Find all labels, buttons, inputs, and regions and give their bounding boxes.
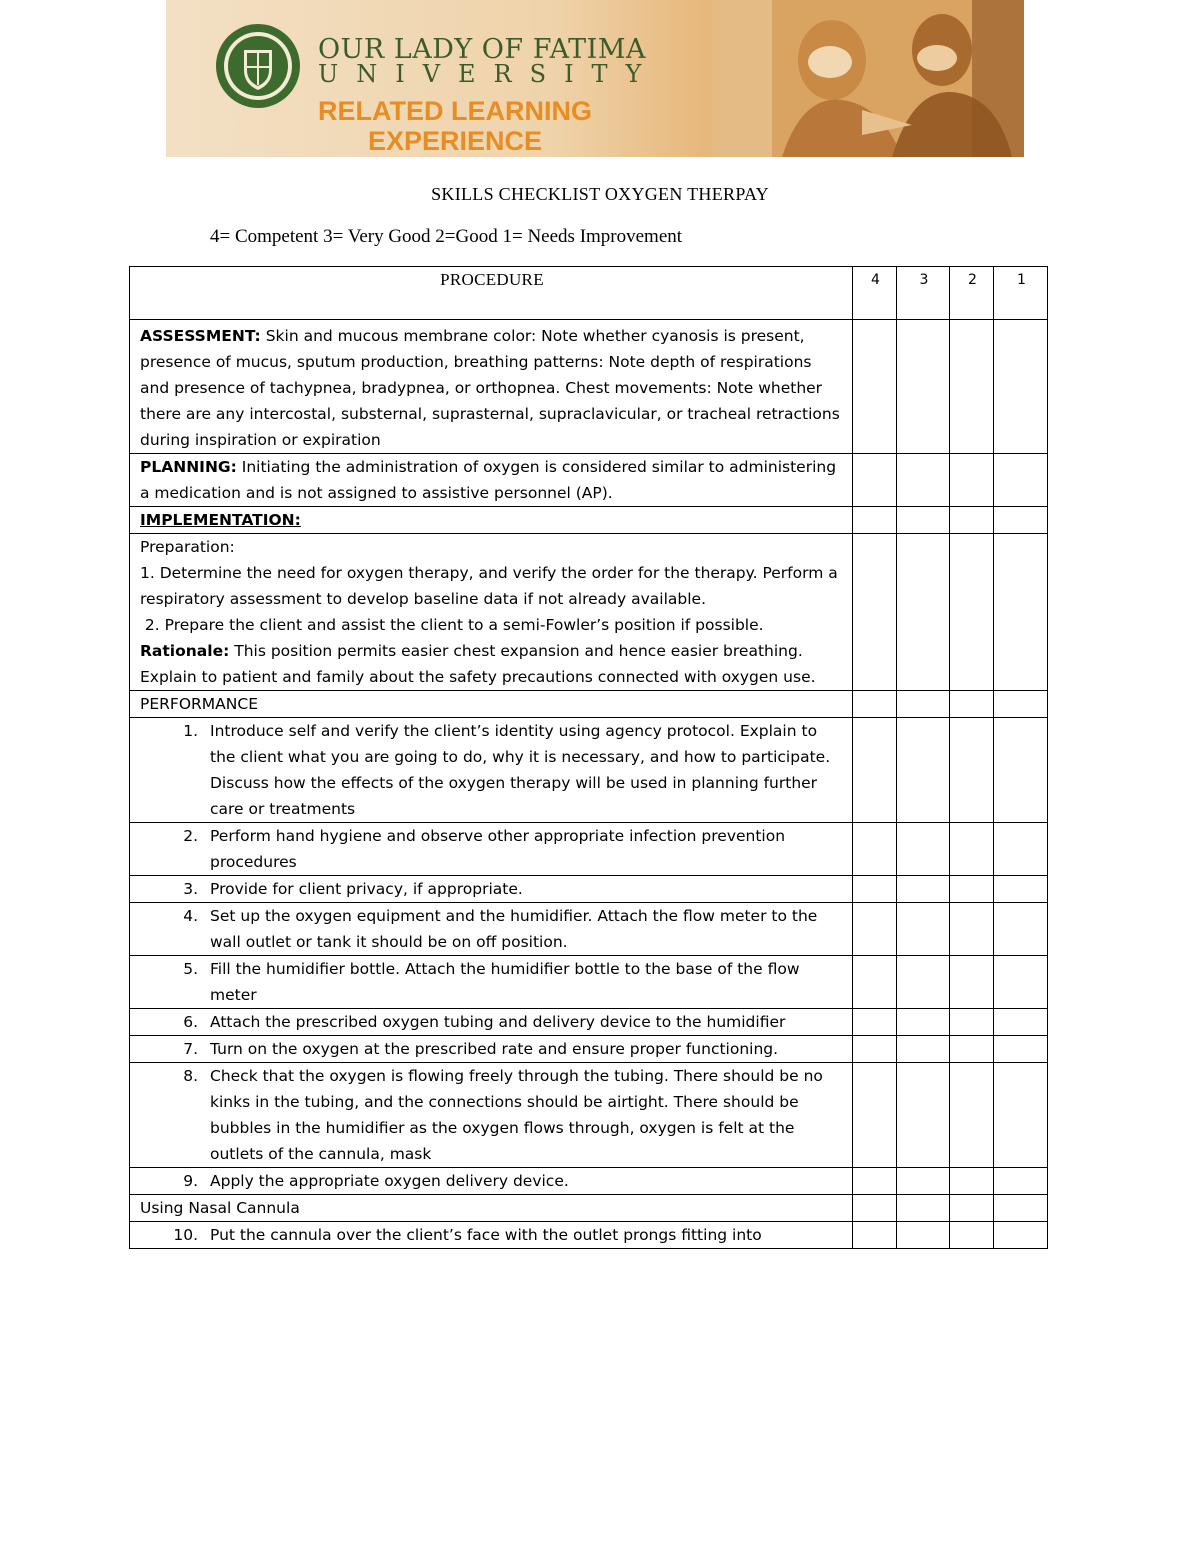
score-cell-4[interactable]: [853, 534, 897, 691]
score-cell-1[interactable]: [994, 1195, 1048, 1222]
step-number: 5.: [183, 960, 198, 978]
score-cell-2[interactable]: [950, 1036, 994, 1063]
table-row: [130, 718, 1048, 823]
score-cell-1[interactable]: [994, 320, 1048, 454]
score-cell-1[interactable]: [994, 1168, 1048, 1195]
assessment-label: ASSESSMENT:: [140, 327, 261, 345]
header-banner: [166, 0, 1024, 157]
score-cell-3[interactable]: [897, 1009, 950, 1036]
table-row: [130, 1168, 1048, 1195]
score-cell-1[interactable]: [994, 876, 1048, 903]
score-2-header: 2: [950, 267, 994, 320]
score-cell-1[interactable]: [994, 956, 1048, 1009]
preparation-step-2: 2. Prepare the client and assist the client to a semi-Fowler’s position if possible.: [140, 616, 764, 634]
score-cell-1[interactable]: [994, 454, 1048, 507]
score-cell-4[interactable]: [853, 320, 897, 454]
step-number: 1.: [183, 722, 198, 740]
step-number: 6.: [183, 1013, 198, 1031]
score-cell-1[interactable]: [994, 507, 1048, 534]
score-cell-4[interactable]: [853, 903, 897, 956]
score-cell-3[interactable]: [897, 691, 950, 718]
score-cell-2[interactable]: [950, 718, 994, 823]
banner-photo-image: [712, 0, 1024, 157]
score-cell-2[interactable]: [950, 1168, 994, 1195]
table-row: [130, 823, 1048, 876]
score-cell-3[interactable]: [897, 1168, 950, 1195]
score-cell-1[interactable]: [994, 534, 1048, 691]
table-header-row: [130, 267, 1048, 320]
score-cell-3[interactable]: [897, 876, 950, 903]
rating-legend: 4= Competent 3= Very Good 2=Good 1= Needs Improvement: [210, 226, 683, 247]
score-cell-3[interactable]: [897, 507, 950, 534]
performance-step-cell: [130, 903, 853, 956]
step-text: Fill the humidifier bottle. Attach the humidifier bottle to the base of the flow meter: [210, 960, 800, 1004]
score-cell-1[interactable]: [994, 903, 1048, 956]
implementation-cell: [130, 507, 853, 534]
score-cell-4[interactable]: [853, 876, 897, 903]
table-row: [130, 1195, 1048, 1222]
step-text: Provide for client privacy, if appropriate.: [210, 880, 523, 898]
document-title: SKILLS CHECKLIST OXYGEN THERPAY: [431, 184, 769, 204]
performance-step-cell: [130, 1168, 853, 1195]
performance-step-cell: [130, 1009, 853, 1036]
score-cell-3[interactable]: [897, 1222, 950, 1249]
table-row: [130, 691, 1048, 718]
step-text: Apply the appropriate oxygen delivery device.: [210, 1172, 569, 1190]
score-cell-4[interactable]: [853, 718, 897, 823]
step-number: 10.: [173, 1226, 198, 1244]
score-cell-3[interactable]: [897, 1036, 950, 1063]
score-cell-2[interactable]: [950, 1222, 994, 1249]
step-text: Introduce self and verify the client’s identity using agency protocol. Explain to the client what you are going to do, why it is necessary, and how to participate. Discuss how the effects of the oxygen therapy will be used in planning further care or treatments: [210, 722, 831, 818]
table-row: [130, 1222, 1048, 1249]
preparation-cell: [130, 534, 853, 691]
score-cell-1[interactable]: [994, 1063, 1048, 1168]
score-cell-2[interactable]: [950, 1009, 994, 1036]
score-cell-4[interactable]: [853, 1036, 897, 1063]
score-cell-4[interactable]: [853, 507, 897, 534]
score-cell-2[interactable]: [950, 534, 994, 691]
table-row: [130, 454, 1048, 507]
step-number: 8.: [183, 1067, 198, 1085]
score-cell-2[interactable]: [950, 1063, 994, 1168]
score-cell-1[interactable]: [994, 691, 1048, 718]
university-subtitle: UNIVERSITY: [318, 60, 660, 88]
score-cell-3[interactable]: [897, 1195, 950, 1222]
step-text: Turn on the oxygen at the prescribed rate and ensure proper functioning.: [210, 1040, 779, 1058]
score-cell-2[interactable]: [950, 507, 994, 534]
score-cell-2[interactable]: [950, 876, 994, 903]
nasal-cannula-cell: [130, 1195, 853, 1222]
table-row: [130, 534, 1048, 691]
score-cell-2[interactable]: [950, 454, 994, 507]
planning-text: Initiating the administration of oxygen is considered similar to administering a medication and is not assigned to assistive personnel (AP).: [140, 458, 837, 502]
step-text: Attach the prescribed oxygen tubing and delivery device to the humidifier: [210, 1013, 786, 1031]
table-row: [130, 876, 1048, 903]
score-cell-2[interactable]: [950, 320, 994, 454]
performance-label: PERFORMANCE: [140, 695, 258, 713]
step-number: 3.: [183, 880, 198, 898]
performance-step-cell: [130, 718, 853, 823]
score-cell-4[interactable]: [853, 823, 897, 876]
rationale-block: [140, 638, 844, 690]
score-cell-3[interactable]: [897, 454, 950, 507]
table-row: [130, 956, 1048, 1009]
implementation-label: IMPLEMENTATION:: [140, 511, 301, 529]
performance-step-cell: [130, 876, 853, 903]
score-cell-1[interactable]: [994, 1222, 1048, 1249]
performance-step-cell: [130, 1036, 853, 1063]
score-cell-2[interactable]: [950, 1195, 994, 1222]
score-cell-3[interactable]: [897, 1063, 950, 1168]
score-cell-1[interactable]: [994, 823, 1048, 876]
step-number: 4.: [183, 907, 198, 925]
score-cell-4[interactable]: [853, 1009, 897, 1036]
preparation-step-1: 1. Determine the need for oxygen therapy, and verify the order for the therapy. Perform a respiratory assessment to develop baseline data if not already available.: [140, 564, 838, 608]
performance-step-cell: [130, 823, 853, 876]
table-row: [130, 320, 1048, 454]
score-cell-3[interactable]: [897, 956, 950, 1009]
score-cell-3[interactable]: [897, 320, 950, 454]
skills-checklist-table: [129, 266, 1048, 1249]
score-cell-4[interactable]: [853, 1195, 897, 1222]
rationale-text: This position permits easier chest expansion and hence easier breathing. Explain to patient and family about the safety precautions connected with oxygen use.: [140, 642, 816, 686]
score-3-header: 3: [897, 267, 950, 320]
score-cell-4[interactable]: [853, 691, 897, 718]
score-cell-4[interactable]: [853, 1168, 897, 1195]
score-cell-2[interactable]: [950, 691, 994, 718]
performance-step-cell: [130, 956, 853, 1009]
table-row: [130, 1009, 1048, 1036]
score-cell-1[interactable]: [994, 1009, 1048, 1036]
score-cell-1[interactable]: [994, 1036, 1048, 1063]
assessment-text: Skin and mucous membrane color: Note whether cyanosis is present, presence of mucus, sputum production, breathing patterns: Note depth of respirations and presence of tachypnea, bradypnea, or orthopnea. Chest movements: Note whether there are any intercostal, substernal, suprasternal, supraclavicular, or tracheal retractions during inspiration or expiration: [140, 327, 840, 449]
nasal-cannula-heading: Using Nasal Cannula: [140, 1199, 300, 1217]
score-cell-3[interactable]: [897, 534, 950, 691]
score-cell-1[interactable]: [994, 718, 1048, 823]
score-cell-4[interactable]: [853, 454, 897, 507]
step-number: 9.: [183, 1172, 198, 1190]
score-cell-2[interactable]: [950, 903, 994, 956]
score-1-header: 1: [994, 267, 1048, 320]
score-cell-3[interactable]: [897, 823, 950, 876]
rationale-label: Rationale:: [140, 642, 230, 660]
score-cell-4[interactable]: [853, 956, 897, 1009]
step-number: 7.: [183, 1040, 198, 1058]
performance-cell: [130, 691, 853, 718]
score-4-header: 4: [853, 267, 897, 320]
step-text: Check that the oxygen is flowing freely through the tubing. There should be no kinks in the tubing, and the connections should be airtight. There should be bubbles in the humidifier as the oxygen flows through, oxygen is felt at the outlets of the cannula, mask: [210, 1067, 823, 1163]
planning-cell: [130, 454, 853, 507]
planning-label: PLANNING:: [140, 458, 237, 476]
performance-step-cell: [130, 1063, 853, 1168]
score-cell-3[interactable]: [897, 903, 950, 956]
performance-step-cell: [130, 1222, 853, 1249]
preparation-heading: Preparation:: [140, 538, 235, 556]
procedure-header: PROCEDURE: [130, 267, 853, 320]
table-row: [130, 1063, 1048, 1168]
program-title: RELATED LEARNING EXPERIENCE: [318, 96, 592, 156]
university-name: OUR LADY OF FATIMA: [318, 34, 646, 65]
table-row: [130, 507, 1048, 534]
score-cell-2[interactable]: [950, 956, 994, 1009]
score-cell-4[interactable]: [853, 1063, 897, 1168]
step-text: Put the cannula over the client’s face with the outlet prongs fitting into: [210, 1226, 762, 1244]
assessment-cell: [130, 320, 853, 454]
step-text: Perform hand hygiene and observe other appropriate infection prevention procedures: [210, 827, 786, 871]
score-cell-3[interactable]: [897, 718, 950, 823]
table-row: [130, 1036, 1048, 1063]
score-cell-4[interactable]: [853, 1222, 897, 1249]
step-text: Set up the oxygen equipment and the humidifier. Attach the flow meter to the wall outlet or tank it should be on off position.: [210, 907, 818, 951]
step-number: 2.: [183, 827, 198, 845]
table-row: [130, 903, 1048, 956]
score-cell-2[interactable]: [950, 823, 994, 876]
